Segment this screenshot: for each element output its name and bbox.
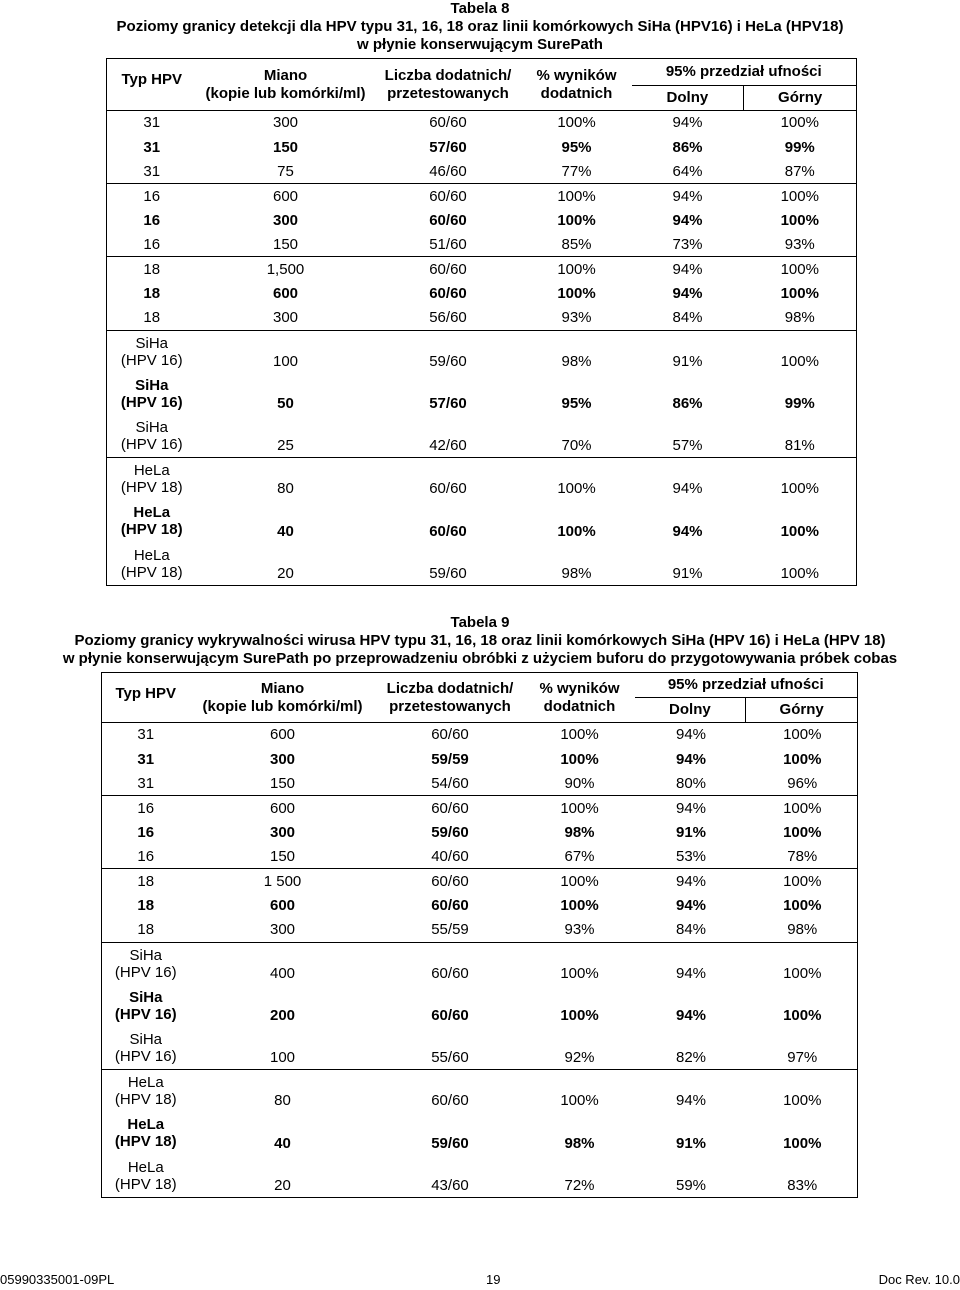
cell-dolny: 53% [675,847,707,865]
cell-liczba: 60/60 [376,869,525,893]
cell-gorny: 100% [748,723,858,747]
cell-gorny: 100% [783,1007,822,1025]
table-row [102,723,858,747]
table-row [102,869,858,893]
cell-gorny: 96% [787,774,818,792]
cell-pct: 100% [560,896,599,914]
cell-typ-hpv-line1: 16 [143,235,161,253]
table-row [107,208,857,232]
cell-typ-hpv-line2: (HPV 18) [120,563,183,581]
table9-subtitle: Poziomy granicy wykrywalności wirusa HPV typu 31, 16, 18 oraz linii komórkowych SiHa (HPV 16) i HeLa (HPV 18) [74,632,886,649]
cell-pct: 100% [522,458,632,501]
table-row [102,820,858,844]
cell-pct: 98% [561,564,592,582]
cell-miano: 600 [197,184,375,208]
table-row [107,458,857,501]
cell-gorny: 97% [787,1049,818,1067]
cell-dolny: 91% [675,1134,707,1152]
cell-gorny: 100% [780,522,819,540]
cell-typ-hpv [102,1070,190,1113]
cell-typ-hpv-line2: (HPV 16) [114,963,177,981]
cell-typ-hpv [102,844,190,868]
header-pct-line1: % wyników [536,66,617,84]
table-row [107,135,857,159]
cell-dolny: 64% [672,162,703,180]
cell-typ-hpv-line1: HeLa [127,1074,164,1092]
cell-typ-hpv-line1: SiHa [129,988,163,1006]
table-row [107,415,857,458]
cell-typ-hpv-line1: 16 [143,211,161,229]
cell-typ-hpv-line1: SiHa [135,334,168,352]
header-miano-line2: (kopie lub komórki/ml) [205,84,366,102]
cell-typ-hpv [102,869,190,893]
cell-typ-hpv [102,796,190,820]
cell-typ-hpv [107,232,197,256]
cell-typ-hpv-line1: 16 [137,847,155,865]
header-liczba-line1: Liczba dodatnich/ [384,66,512,84]
cell-dolny: 84% [672,309,703,327]
cell-pct: 100% [557,211,596,229]
cell-miano: 20 [274,1176,291,1194]
cell-dolny: 94% [675,750,707,768]
cell-liczba: 60/60 [375,184,522,208]
cell-typ-hpv-line1: 18 [143,309,161,327]
cell-pct: 100% [557,284,596,302]
cell-typ-hpv-line2: (HPV 16) [120,436,183,454]
cell-gorny: 100% [780,211,819,229]
cell-dolny: 94% [635,869,748,893]
header-typ-hpv: Typ HPV [115,685,177,702]
cell-liczba: 55/59 [431,921,469,939]
cell-dolny: 94% [635,723,748,747]
cell-dolny: 94% [672,211,703,229]
header-ci [635,673,858,723]
cell-miano: 300 [269,823,296,841]
cell-liczba: 59/60 [431,823,469,841]
cell-pct: 98% [564,1134,595,1152]
header-liczba-line2: przetestowanych [387,84,509,102]
table-row [107,111,857,135]
cell-liczba: 40/60 [431,847,469,865]
cell-miano: 20 [277,564,294,582]
table8-body [107,111,857,586]
cell-pct: 67% [564,847,595,865]
cell-dolny: 91% [675,823,707,841]
cell-dolny: 94% [632,257,744,281]
cell-pct: 100% [560,1007,599,1025]
header-miano [190,673,376,723]
cell-typ-hpv-line1: 16 [137,823,155,841]
table-row [102,918,858,942]
cell-liczba: 60/60 [376,942,525,985]
cell-dolny: 91% [672,564,703,582]
cell-liczba: 60/60 [376,1070,525,1113]
cell-gorny: 100% [744,184,857,208]
header-ci-title: 95% przedział ufności [665,63,822,80]
cell-pct: 100% [525,796,635,820]
cell-typ-hpv [102,747,190,771]
cell-typ-hpv [107,135,197,159]
cell-liczba: 42/60 [429,437,467,455]
cell-liczba: 60/60 [376,723,525,747]
table-row [107,159,857,183]
header-pct [522,59,632,111]
cell-dolny: 91% [632,330,744,373]
table-row [102,942,858,985]
table-row [102,1112,858,1155]
table-row [102,796,858,820]
cell-typ-hpv-line2: (HPV 16) [120,393,183,411]
cell-pct: 95% [561,138,592,156]
cell-typ-hpv [107,543,197,586]
cell-typ-hpv-line2: (HPV 18) [114,1091,177,1109]
cell-gorny: 100% [744,458,857,501]
cell-typ-hpv [107,500,197,543]
header-miano-line1: Miano [260,679,305,697]
cell-typ-hpv-line1: 18 [143,260,161,278]
cell-typ-hpv [107,373,197,416]
cell-miano: 300 [269,921,296,939]
cell-typ-hpv-line1: 31 [137,774,155,792]
cell-typ-hpv-line1: 18 [137,921,155,939]
cell-typ-hpv-line1: 18 [137,896,155,914]
cell-liczba: 56/60 [429,309,467,327]
table8-header-row [107,59,857,111]
cell-typ-hpv-line1: HeLa [133,462,170,480]
cell-pct: 100% [522,184,632,208]
cell-gorny: 100% [783,1134,822,1152]
cell-miano: 40 [274,1134,291,1152]
cell-pct: 100% [522,257,632,281]
cell-miano: 1 500 [190,869,376,893]
cell-pct: 100% [525,942,635,985]
cell-typ-hpv [102,893,190,917]
table-row [107,330,857,373]
cell-pct: 70% [561,437,592,455]
cell-miano: 150 [269,774,296,792]
table-row [102,1070,858,1113]
header-pct-line2: dodatnich [540,84,613,102]
cell-pct: 95% [561,395,592,413]
cell-typ-hpv-line1: HeLa [127,1116,165,1134]
cell-typ-hpv-line2: (HPV 18) [120,521,183,539]
cell-typ-hpv [107,281,197,305]
cell-typ-hpv [107,415,197,458]
cell-liczba: 55/60 [431,1049,469,1067]
cell-gorny: 100% [748,796,858,820]
table9-subtitle-line2: w płynie konserwującym SurePath po przeprowadzeniu obróbki z użyciem buforu do przygotowywania próbek cobas [62,650,898,667]
cell-pct: 100% [525,723,635,747]
cell-typ-hpv-line2: (HPV 18) [114,1133,177,1151]
cell-typ-hpv-line2: (HPV 18) [120,479,183,497]
cell-liczba: 60/60 [376,796,525,820]
cell-dolny: 94% [632,458,744,501]
cell-dolny: 94% [635,1070,748,1113]
cell-dolny: 84% [675,921,707,939]
cell-dolny: 86% [672,138,703,156]
cell-typ-hpv-line1: 18 [137,872,155,890]
cell-typ-hpv-line1: 18 [143,284,161,302]
cell-liczba: 59/60 [431,1134,469,1152]
cell-typ-hpv [107,184,197,208]
cell-dolny: 57% [672,437,703,455]
cell-miano: 80 [197,458,375,501]
cell-dolny: 59% [675,1176,707,1194]
cell-gorny: 83% [787,1176,818,1194]
cell-dolny: 94% [672,522,703,540]
cell-dolny: 82% [675,1049,707,1067]
cell-miano: 300 [272,211,299,229]
footer-doc-code: 05990335001-09PL [0,1272,115,1287]
header-pct-line1: % wyników [539,679,620,697]
header-miano [197,59,375,111]
cell-miano: 400 [190,942,376,985]
cell-typ-hpv-line1: 31 [143,162,161,180]
table-row [107,373,857,416]
cell-liczba: 57/60 [429,138,467,156]
cell-pct: 85% [561,235,592,253]
cell-miano: 150 [269,847,296,865]
header-liczba [376,673,525,723]
cell-typ-hpv-line1: SiHa [129,1031,162,1049]
cell-liczba: 60/60 [431,1007,469,1025]
cell-typ-hpv-line2: (HPV 16) [120,351,183,369]
cell-miano: 300 [197,111,375,135]
cell-dolny: 94% [675,1007,707,1025]
table9-header-row [102,673,858,723]
table-row [107,257,857,281]
table-row [102,771,858,795]
cell-pct: 93% [561,309,592,327]
cell-typ-hpv-line1: HeLa [133,504,171,522]
cell-liczba: 60/60 [429,284,467,302]
cell-gorny: 100% [748,942,858,985]
cell-miano: 150 [272,138,299,156]
header-ci-dolny: Dolny [669,701,711,718]
cell-typ-hpv-line1: SiHa [135,419,168,437]
cell-typ-hpv [107,306,197,330]
cell-typ-hpv-line2: (HPV 16) [114,1048,177,1066]
table-row [107,306,857,330]
header-ci [632,59,857,111]
cell-liczba: 60/60 [375,111,522,135]
cell-typ-hpv [102,1155,190,1198]
cell-gorny: 100% [780,564,819,582]
cell-dolny: 73% [672,235,703,253]
cell-miano: 50 [277,395,294,413]
cell-pct: 77% [561,162,592,180]
cell-dolny: 80% [675,774,707,792]
cell-miano: 600 [272,284,299,302]
cell-miano: 300 [269,750,296,768]
cell-gorny: 100% [783,750,822,768]
cell-pct: 100% [560,750,599,768]
cell-miano: 25 [277,437,294,455]
cell-dolny: 94% [635,796,748,820]
cell-pct: 90% [564,774,595,792]
cell-liczba: 60/60 [431,896,469,914]
footer-revision: Doc Rev. 10.0 [878,1272,960,1287]
table8-subtitle-line2: w płynie konserwującym SurePath [357,36,603,53]
cell-pct: 100% [522,111,632,135]
table9-body [102,723,858,1198]
header-miano-line2: (kopie lub komórki/ml) [202,697,363,715]
cell-typ-hpv [107,458,197,501]
cell-miano: 300 [272,309,299,327]
table-row [102,1027,858,1070]
header-liczba [375,59,522,111]
cell-liczba: 59/60 [375,330,522,373]
cell-typ-hpv-line1: HeLa [127,1158,164,1176]
cell-liczba: 59/60 [429,564,467,582]
table-row [107,184,857,208]
cell-miano: 80 [190,1070,376,1113]
cell-pct: 100% [525,1070,635,1113]
header-pct [525,673,635,723]
cell-typ-hpv-line2: (HPV 16) [114,1005,177,1023]
cell-miano: 100 [197,330,375,373]
cell-typ-hpv [107,330,197,373]
table-row [102,1155,858,1198]
cell-typ-hpv [102,918,190,942]
cell-typ-hpv [102,820,190,844]
header-ci-gorny: Górny [745,698,857,722]
table9-title: Tabela 9 [450,614,510,631]
table8 [106,58,857,586]
cell-miano: 600 [190,723,376,747]
cell-typ-hpv-line1: SiHa [135,376,169,394]
table8-caption [0,0,960,54]
table-row [102,747,858,771]
table9 [101,672,858,1198]
cell-typ-hpv-line1: 31 [143,114,161,132]
cell-dolny: 94% [675,896,707,914]
table-row [107,500,857,543]
cell-miano: 200 [269,1007,296,1025]
cell-liczba: 59/59 [431,750,469,768]
cell-gorny: 87% [784,162,815,180]
cell-miano: 600 [269,896,296,914]
cell-dolny: 94% [635,942,748,985]
cell-dolny: 94% [632,184,744,208]
cell-typ-hpv [107,257,197,281]
cell-pct: 93% [564,921,595,939]
header-pct-line2: dodatnich [543,697,616,715]
cell-dolny: 86% [672,395,703,413]
cell-typ-hpv [102,942,190,985]
cell-gorny: 99% [784,395,815,413]
cell-miano: 100 [269,1049,296,1067]
cell-miano: 600 [190,796,376,820]
table8-subtitle: Poziomy granicy detekcji dla HPV typu 31, 16, 18 oraz linii komórkowych SiHa (HPV16) i HeLa (HPV18) [116,18,844,35]
cell-typ-hpv [102,1027,190,1070]
cell-liczba: 60/60 [375,458,522,501]
cell-typ-hpv [102,723,190,747]
cell-gorny: 100% [783,823,822,841]
cell-gorny: 98% [784,309,815,327]
cell-miano: 1,500 [197,257,375,281]
header-typ-hpv: Typ HPV [121,71,183,88]
cell-pct: 98% [522,330,632,373]
header-miano-line1: Miano [263,66,308,84]
cell-typ-hpv [107,208,197,232]
cell-gorny: 98% [787,921,818,939]
cell-typ-hpv-line1: 16 [143,187,161,205]
cell-typ-hpv [102,1112,190,1155]
cell-gorny: 78% [787,847,818,865]
cell-liczba: 60/60 [429,522,467,540]
cell-dolny: 94% [632,111,744,135]
cell-typ-hpv-line1: HeLa [133,546,170,564]
table-row [102,844,858,868]
cell-miano: 40 [277,522,294,540]
cell-pct: 72% [564,1176,595,1194]
cell-typ-hpv [102,771,190,795]
table-row [102,893,858,917]
cell-dolny: 94% [672,284,703,302]
cell-liczba: 54/60 [431,774,469,792]
cell-gorny: 99% [784,138,815,156]
cell-liczba: 51/60 [429,235,467,253]
cell-typ-hpv-line1: 31 [137,726,155,744]
cell-gorny: 100% [783,896,822,914]
cell-gorny: 93% [784,235,815,253]
header-ci-gorny: Górny [743,86,856,110]
table9-caption [0,614,960,668]
cell-typ-hpv-line2: (HPV 18) [114,1175,177,1193]
header-ci-sub [635,697,858,722]
header-ci-title: 95% przedział ufności [667,676,824,693]
cell-liczba: 60/60 [429,211,467,229]
cell-gorny: 100% [780,284,819,302]
table-row [107,281,857,305]
cell-gorny: 100% [748,1070,858,1113]
header-ci-dolny: Dolny [666,89,709,106]
cell-gorny: 100% [744,330,857,373]
cell-gorny: 100% [748,869,858,893]
cell-typ-hpv [107,111,197,135]
cell-gorny: 100% [744,111,857,135]
cell-typ-hpv-line1: 16 [137,799,155,817]
cell-typ-hpv [107,159,197,183]
cell-liczba: 60/60 [375,257,522,281]
cell-miano: 150 [272,235,299,253]
cell-typ-hpv-line1: 31 [143,138,161,156]
table-row [107,543,857,586]
cell-pct: 92% [564,1049,595,1067]
cell-liczba: 57/60 [429,395,467,413]
table-row [102,985,858,1028]
header-liczba-line2: przetestowanych [389,697,511,715]
header-ci-sub [632,85,857,110]
cell-pct: 98% [564,823,595,841]
cell-typ-hpv [102,985,190,1028]
cell-gorny: 100% [744,257,857,281]
cell-typ-hpv-line1: 31 [137,750,155,768]
cell-pct: 100% [557,522,596,540]
cell-pct: 100% [525,869,635,893]
header-liczba-line1: Liczba dodatnich/ [386,679,514,697]
table-row [107,232,857,256]
cell-liczba: 46/60 [429,162,467,180]
cell-miano: 75 [277,162,294,180]
footer-page-number: 19 [486,1272,501,1287]
cell-gorny: 81% [784,437,815,455]
cell-typ-hpv-line1: SiHa [129,946,162,964]
cell-liczba: 43/60 [431,1176,469,1194]
table8-title: Tabela 8 [450,0,510,17]
